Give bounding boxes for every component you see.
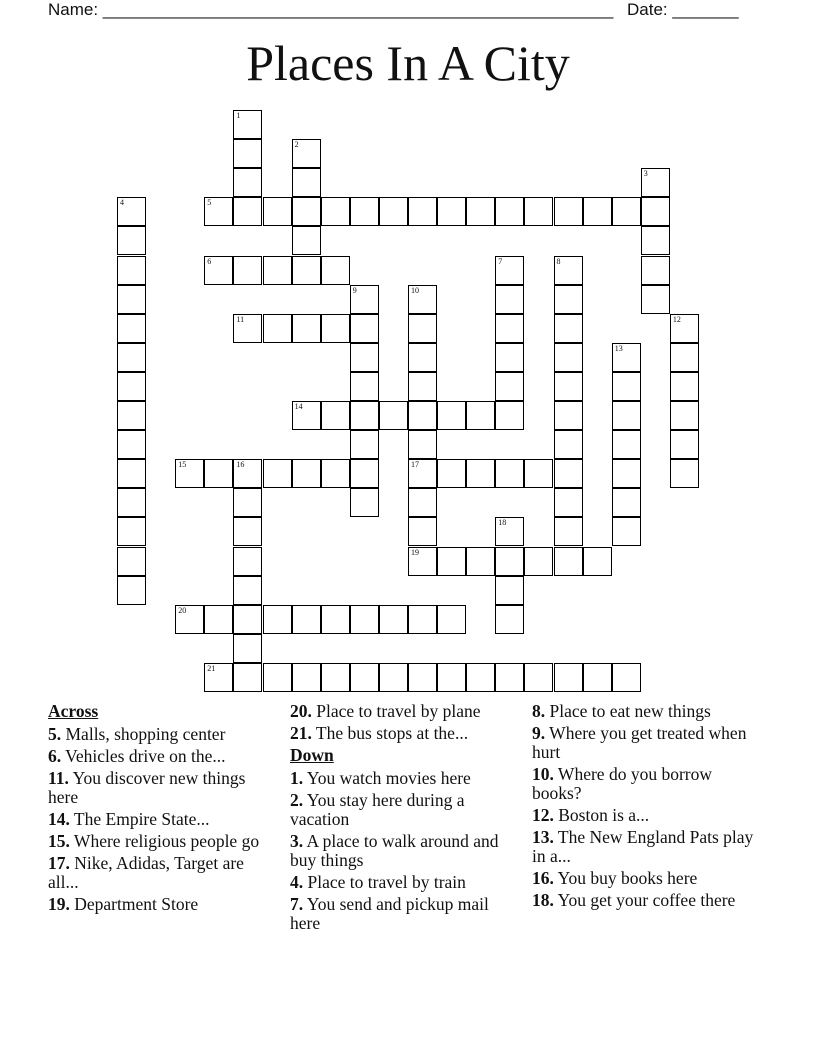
grid-cell[interactable] [263,663,292,692]
grid-cell[interactable] [321,256,350,285]
grid-cell[interactable] [321,314,350,343]
grid-cell[interactable] [233,110,262,139]
clue-item-number: 17. [48,853,70,873]
grid-cell[interactable] [554,314,583,343]
clue-item [532,828,762,866]
clue-item-text: You get your coffee there [553,890,736,910]
grid-cell[interactable] [233,168,262,197]
grid-cell[interactable] [233,197,262,226]
grid-cell[interactable] [292,459,321,488]
grid-cell[interactable] [408,401,437,430]
clue-item-number: 3. [290,831,304,851]
clue-item [48,769,278,807]
grid-cell[interactable] [233,139,262,168]
clue-item [532,869,762,888]
grid-cell[interactable] [408,547,437,576]
clue-item-text: Malls, shopping center [61,724,226,744]
clue-item-number: 12. [532,805,554,825]
grid-cell[interactable] [495,576,524,605]
grid-cell[interactable] [641,285,670,314]
clue-item-text: You stay here during a vacation [290,790,465,829]
grid-cell[interactable] [408,430,437,459]
grid-cell[interactable] [204,605,233,634]
grid-cell[interactable] [612,488,641,517]
grid-cell[interactable] [466,547,495,576]
clue-item-number: 11. [48,768,69,788]
clue-number: 13 [614,343,623,353]
grid-cell[interactable] [321,605,350,634]
grid-cell[interactable] [408,459,437,488]
clue-item-text: Department Store [69,894,199,914]
grid-cell[interactable] [408,663,437,692]
grid-cell[interactable] [175,605,204,634]
grid-cell[interactable] [233,663,262,692]
grid-cell[interactable] [612,430,641,459]
grid-cell[interactable] [292,663,321,692]
grid-cell[interactable] [263,605,292,634]
clue-item-number: 7. [290,894,304,914]
clue-number: 19 [411,547,419,557]
grid-cell[interactable] [117,459,146,488]
clue-item-number: 15. [48,831,70,851]
grid-cell[interactable] [670,343,699,372]
clue-item-text: Where you get treated when hurt [532,723,747,762]
clue-item [532,891,762,910]
grid-cell[interactable] [554,256,583,285]
clue-item-text: Place to travel by train [303,872,466,892]
grid-cell[interactable] [263,256,292,285]
grid-cell[interactable] [379,197,408,226]
grid-cell[interactable] [670,459,699,488]
grid-cell[interactable] [117,576,146,605]
clue-item-text: Place to eat new things [545,701,711,721]
grid-cell[interactable] [233,547,262,576]
clue-item [48,832,278,851]
grid-cell[interactable] [612,459,641,488]
grid-cell[interactable] [612,663,641,692]
clue-item-number: 2. [290,790,304,810]
grid-cell[interactable] [466,197,495,226]
clue-item-number: 19. [48,894,70,914]
grid-cell[interactable] [204,197,233,226]
clue-number: 2 [294,140,299,150]
grid-cell[interactable] [117,488,146,517]
clue-item-text: You discover new things here [48,768,246,807]
grid-cell[interactable] [233,576,262,605]
clue-item-number: 14. [48,809,70,829]
clue-item [290,791,520,829]
clue-column-3 [532,702,762,913]
grid-cell[interactable] [117,226,146,255]
clue-item-text: The bus stops at the... [311,723,469,743]
clue-item-number: 21. [290,723,312,743]
grid-cell[interactable] [583,663,612,692]
clue-item [48,747,278,766]
grid-cell[interactable] [554,372,583,401]
clue-item-number: 18. [532,890,554,910]
clue-number: 1 [236,111,241,120]
grid-cell[interactable] [495,517,524,546]
clue-item [48,725,278,744]
grid-cell[interactable] [641,197,670,226]
grid-cell[interactable] [292,139,321,168]
grid-cell[interactable] [554,430,583,459]
clue-number: 5 [207,198,212,208]
grid-cell[interactable] [554,343,583,372]
grid-cell[interactable] [233,517,262,546]
grid-cell[interactable] [554,285,583,314]
clue-number: 4 [120,198,124,208]
clue-item-text: Where religious people go [69,831,260,851]
name-field-label[interactable]: Name: ______________________________________________________ [48,0,614,19]
grid-cell[interactable] [437,663,466,692]
clue-item-number: 1. [290,768,304,788]
grid-cell[interactable] [554,547,583,576]
grid-cell[interactable] [292,226,321,255]
grid-cell[interactable] [175,459,204,488]
grid-cell[interactable] [350,314,379,343]
clue-item [48,810,278,829]
grid-cell[interactable] [495,197,524,226]
grid-cell[interactable] [350,459,379,488]
grid-cell[interactable] [292,605,321,634]
grid-cell[interactable] [495,372,524,401]
clue-item-number: 4. [290,872,304,892]
grid-cell[interactable] [408,488,437,517]
grid-cell[interactable] [641,256,670,285]
clue-item [532,765,762,803]
grid-cell[interactable] [321,197,350,226]
grid-cell[interactable] [204,459,233,488]
grid-cell[interactable] [408,285,437,314]
clue-item [290,895,520,933]
clue-number: 14 [294,402,303,411]
clue-number: 6 [207,256,212,266]
grid-cell[interactable] [117,285,146,314]
grid-cell[interactable] [350,197,379,226]
grid-cell[interactable] [554,197,583,226]
grid-cell[interactable] [379,663,408,692]
grid-cell[interactable] [495,605,524,634]
grid-cell[interactable] [495,343,524,372]
grid-cell[interactable] [292,401,321,430]
grid-cell[interactable] [263,314,292,343]
grid-cell[interactable] [117,372,146,401]
grid-cell[interactable] [292,256,321,285]
clue-item-text: Where do you borrow books? [532,764,712,803]
grid-cell[interactable] [350,372,379,401]
grid-cell[interactable] [350,430,379,459]
clue-item-number: 5. [48,724,62,744]
clue-item [48,895,278,914]
grid-cell[interactable] [466,459,495,488]
clue-item [290,832,520,870]
grid-cell[interactable] [233,256,262,285]
grid-cell[interactable] [437,459,466,488]
grid-cell[interactable] [292,314,321,343]
grid-cell[interactable] [233,459,262,488]
page-title: Places In A City [246,35,570,91]
grid-cell[interactable] [524,547,553,576]
clue-number: 18 [498,518,507,528]
grid-cell[interactable] [466,663,495,692]
clue-number: 3 [643,169,648,179]
grid-cell[interactable] [117,197,146,226]
grid-cell[interactable] [117,547,146,576]
grid-cell[interactable] [350,488,379,517]
clue-item [48,854,278,892]
grid-cell[interactable] [379,401,408,430]
clue-number: 12 [672,314,681,324]
grid-cell[interactable] [495,663,524,692]
clue-item [532,806,762,825]
grid-cell[interactable] [117,430,146,459]
grid-cell[interactable] [117,401,146,430]
grid-cell[interactable] [670,372,699,401]
clue-number: 21 [207,663,216,673]
grid-cell[interactable] [554,517,583,546]
grid-cell[interactable] [554,488,583,517]
grid-cell[interactable] [117,256,146,285]
grid-cell[interactable] [641,226,670,255]
clue-number: 15 [178,460,187,470]
clue-item-number: 6. [48,746,62,766]
grid-cell[interactable] [408,197,437,226]
clue-item-text: The New England Pats play in a... [532,827,754,866]
clue-item [290,702,520,721]
grid-cell[interactable] [495,459,524,488]
clue-number: 10 [411,285,419,295]
clue-item-text: Place to travel by plane [311,701,481,721]
date-field-label[interactable]: Date: _______ [627,0,739,19]
grid-cell[interactable] [321,459,350,488]
grid-cell[interactable] [408,605,437,634]
grid-cell[interactable] [524,459,553,488]
clue-item [532,702,762,721]
grid-cell[interactable] [408,314,437,343]
grid-cell[interactable] [408,517,437,546]
clue-number: 20 [178,605,187,615]
grid-cell[interactable] [670,314,699,343]
grid-cell[interactable] [670,401,699,430]
clue-number: 7 [498,256,503,266]
grid-cell[interactable] [408,343,437,372]
clue-section-heading: Across [48,701,99,721]
clue-item-text: Boston is a... [553,805,650,825]
grid-cell[interactable] [408,372,437,401]
grid-cell[interactable] [524,663,553,692]
grid-cell[interactable] [437,547,466,576]
grid-cell[interactable] [495,401,524,430]
grid-cell[interactable] [554,459,583,488]
clue-item [532,724,762,762]
grid-cell[interactable] [321,663,350,692]
clue-item [290,724,520,743]
grid-cell[interactable] [612,401,641,430]
grid-cell[interactable] [437,197,466,226]
clue-item [290,769,520,788]
clue-number: 16 [236,460,245,470]
clue-item-number: 10. [532,764,554,784]
clue-item-number: 8. [532,701,546,721]
grid-cell[interactable] [612,343,641,372]
grid-cell[interactable] [495,314,524,343]
grid-cell[interactable] [437,401,466,430]
grid-cell[interactable] [670,430,699,459]
grid-cell[interactable] [233,314,262,343]
clue-column-1 [48,702,278,917]
clue-item-text: The Empire State... [69,809,210,829]
grid-cell[interactable] [292,197,321,226]
grid-cell[interactable] [350,343,379,372]
grid-cell[interactable] [292,168,321,197]
grid-cell[interactable] [379,605,408,634]
clue-item-number: 20. [290,701,312,721]
clue-item-text: Vehicles drive on the... [61,746,226,766]
clue-section-heading: Down [290,745,334,765]
clue-item [290,873,520,892]
grid-cell[interactable] [612,517,641,546]
grid-cell[interactable] [554,401,583,430]
grid-cell[interactable] [117,517,146,546]
grid-cell[interactable] [263,197,292,226]
grid-cell[interactable] [204,256,233,285]
grid-cell[interactable] [437,605,466,634]
clue-item-text: You buy books here [553,868,698,888]
grid-cell[interactable] [495,285,524,314]
grid-cell[interactable] [204,663,233,692]
clue-number: 17 [411,460,419,470]
grid-cell[interactable] [583,547,612,576]
grid-cell[interactable] [524,197,553,226]
grid-cell[interactable] [583,197,612,226]
clue-item-text: Nike, Adidas, Target are all... [48,853,244,892]
grid-cell[interactable] [233,488,262,517]
grid-cell[interactable] [495,256,524,285]
clue-item-number: 13. [532,827,554,847]
grid-cell[interactable] [641,168,670,197]
grid-cell[interactable] [612,372,641,401]
clue-column-2 [290,702,520,936]
clue-item-number: 9. [532,723,546,743]
clue-item-number: 16. [532,868,554,888]
grid-cell[interactable] [350,401,379,430]
clue-item-text: You send and pickup mail here [290,894,489,933]
clue-number: 9 [352,285,357,295]
grid-cell[interactable] [117,343,146,372]
clue-number: 11 [236,314,245,324]
grid-cell[interactable] [554,663,583,692]
grid-cell[interactable] [612,197,641,226]
clue-item-text: A place to walk around and buy things [290,831,499,870]
grid-cell[interactable] [466,401,495,430]
grid-cell[interactable] [233,634,262,663]
grid-cell[interactable] [350,285,379,314]
grid-cell[interactable] [263,459,292,488]
grid-cell[interactable] [350,663,379,692]
grid-cell[interactable] [350,605,379,634]
grid-cell[interactable] [321,401,350,430]
grid-cell[interactable] [117,314,146,343]
grid-cell[interactable] [233,605,262,634]
clue-number: 8 [556,256,561,266]
grid-cell[interactable] [495,547,524,576]
clue-item-text: You watch movies here [303,768,471,788]
